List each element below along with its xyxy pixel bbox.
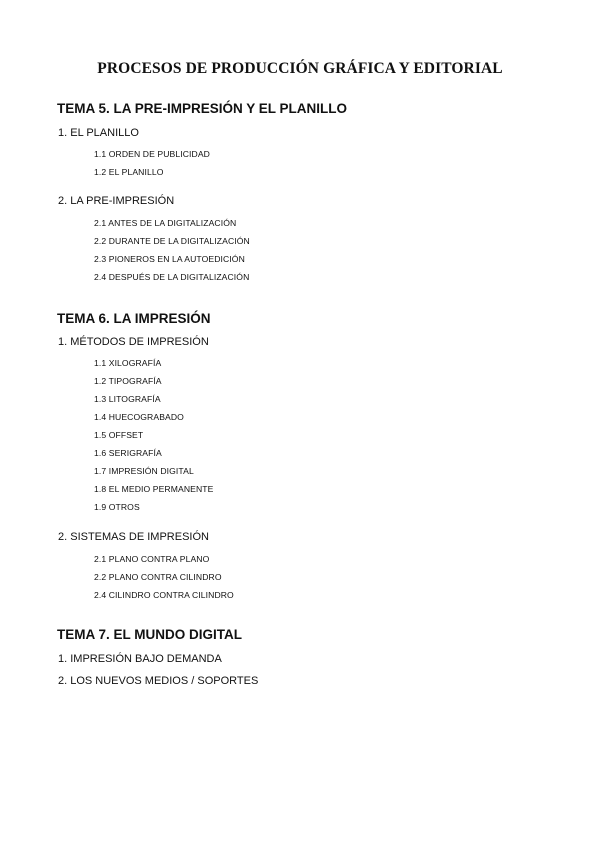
section-heading: 1. MÉTODOS DE IMPRESIÓN <box>58 336 209 348</box>
subsection-item: 1.4 HUECOGRABADO <box>94 412 184 422</box>
subsection-item: 2.1 ANTES DE LA DIGITALIZACIÓN <box>94 218 237 228</box>
document-title: PROCESOS DE PRODUCCIÓN GRÁFICA Y EDITORIAL <box>97 60 503 77</box>
tema-heading: TEMA 5. LA PRE-IMPRESIÓN Y EL PLANILLO <box>57 101 348 116</box>
subsection-item: 1.9 OTROS <box>94 502 140 512</box>
tema-heading: TEMA 7. EL MUNDO DIGITAL <box>57 627 242 642</box>
section-heading: 1. IMPRESIÓN BAJO DEMANDA <box>58 653 222 665</box>
subsection-item: 1.8 EL MEDIO PERMANENTE <box>94 484 214 494</box>
subsection-item: 1.6 SERIGRAFÍA <box>94 448 162 458</box>
subsection-item: 2.2 PLANO CONTRA CILINDRO <box>94 572 222 582</box>
section-heading: 2. LOS NUEVOS MEDIOS / SOPORTES <box>58 675 259 687</box>
subsection-item: 2.3 PIONEROS EN LA AUTOEDICIÓN <box>94 254 245 264</box>
subsection-item: 2.4 CILINDRO CONTRA CILINDRO <box>94 590 234 600</box>
section-heading: 2. SISTEMAS DE IMPRESIÓN <box>58 531 209 543</box>
subsection-item: 2.4 DESPUÉS DE LA DIGITALIZACIÓN <box>94 272 250 282</box>
tema-heading: TEMA 6. LA IMPRESIÓN <box>57 311 211 326</box>
subsection-item: 1.2 TIPOGRAFÍA <box>94 376 162 386</box>
subsection-item: 1.5 OFFSET <box>94 430 144 440</box>
subsection-item: 1.1 XILOGRAFÍA <box>94 358 162 368</box>
subsection-item: 1.1 ORDEN DE PUBLICIDAD <box>94 149 210 159</box>
subsection-item: 1.7 IMPRESIÓN DIGITAL <box>94 466 194 476</box>
subsection-item: 1.2 EL PLANILLO <box>94 167 164 177</box>
subsection-item: 2.2 DURANTE DE LA DIGITALIZACIÓN <box>94 236 250 246</box>
section-heading: 2. LA PRE-IMPRESIÓN <box>58 195 175 207</box>
section-heading: 1. EL PLANILLO <box>58 127 139 139</box>
subsection-item: 1.3 LITOGRAFÍA <box>94 394 161 404</box>
subsection-item: 2.1 PLANO CONTRA PLANO <box>94 554 210 564</box>
